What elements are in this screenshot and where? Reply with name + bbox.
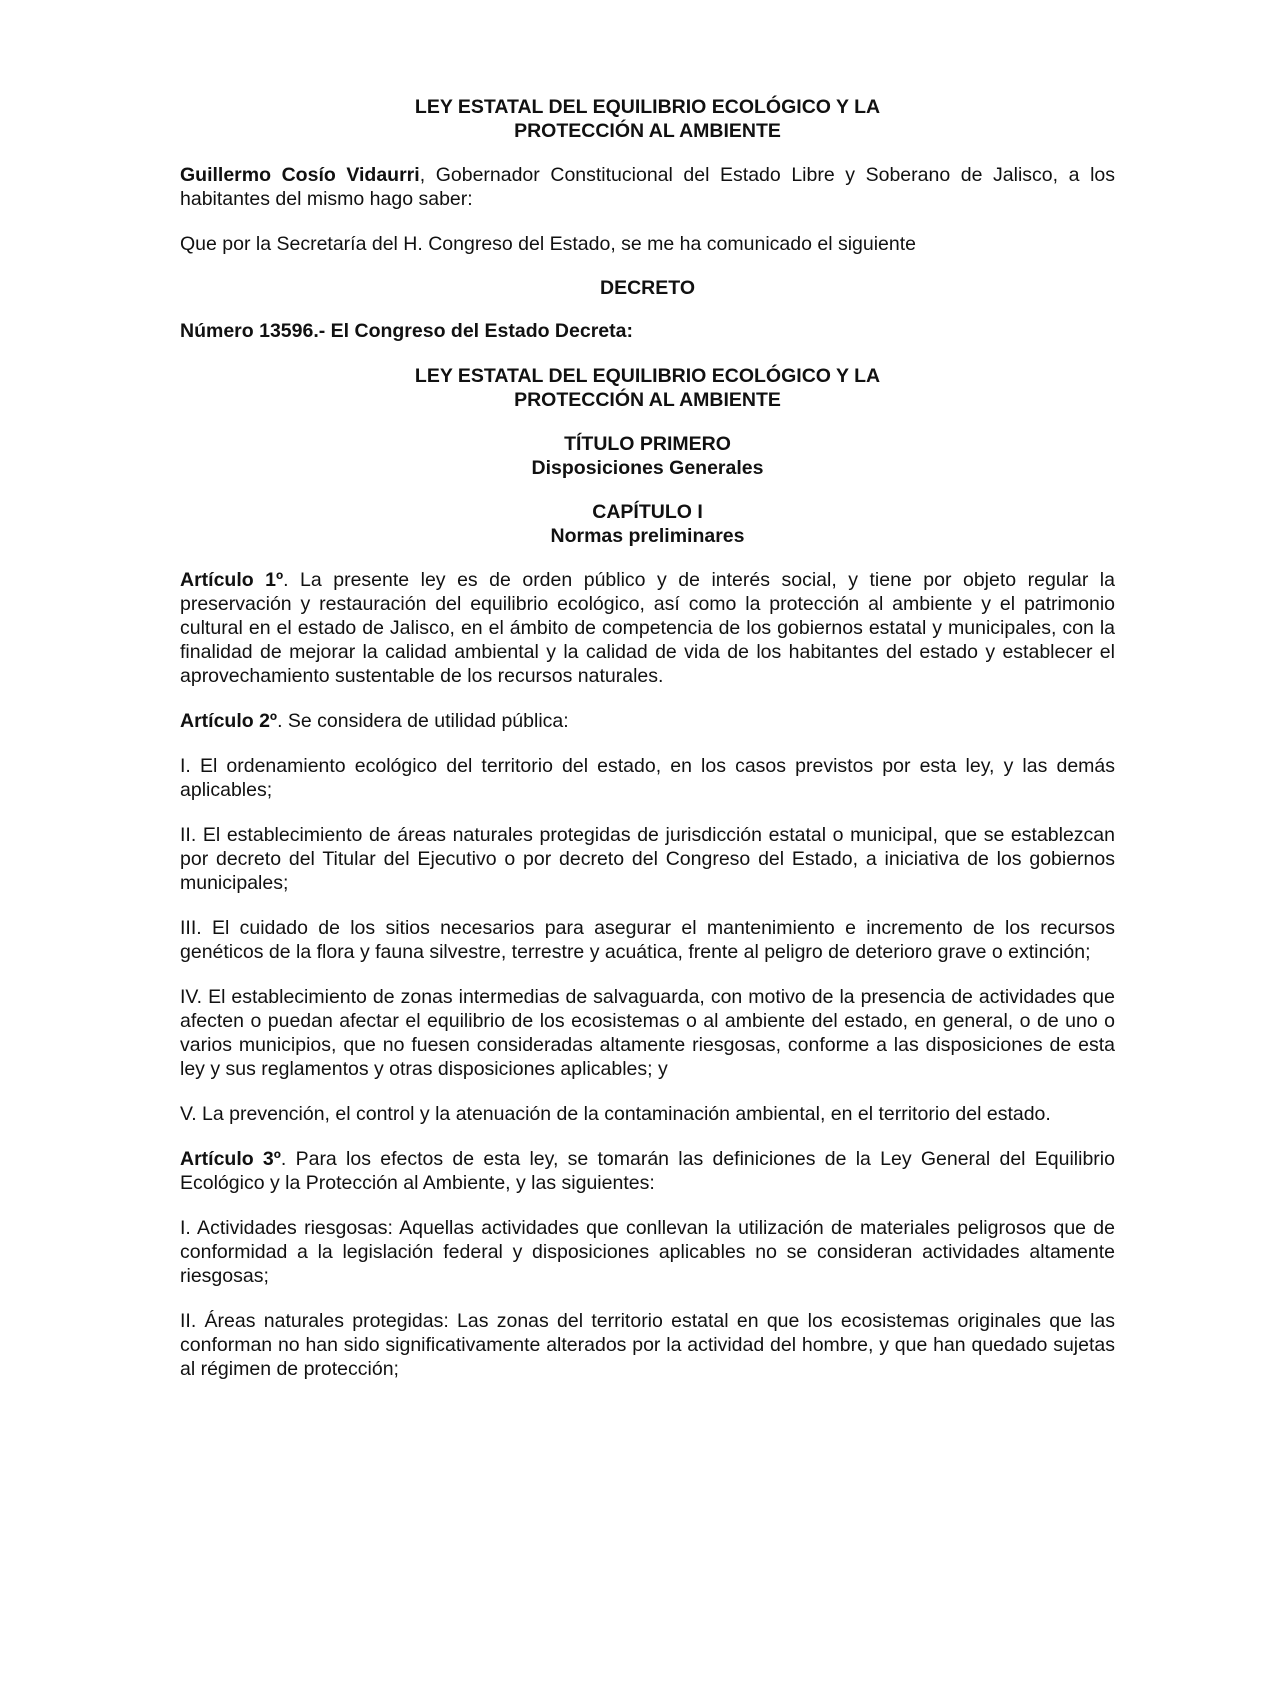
law-title-line-2: PROTECCIÓN AL AMBIENTE — [514, 389, 781, 411]
capitulo-subheading: Normas preliminares — [550, 525, 745, 547]
law-title-line-1: LEY ESTATAL DEL EQUILIBRIO ECOLÓGICO Y LA — [414, 365, 881, 387]
secretaria-paragraph: Que por la Secretaría del H. Congreso del Estado, se me ha comunicado el siguiente — [180, 233, 917, 255]
titulo-heading: TÍTULO PRIMERO — [564, 433, 731, 455]
capitulo-heading: CAPÍTULO I — [592, 501, 703, 523]
articulo-1-label: Artículo 1º — [180, 569, 284, 591]
articulo-2-item-4: IV. El establecimiento de zonas intermedias de salvaguarda, con motivo de la presencia de actividades que afecten o puedan afectar el equilibrio de los ecosistemas o al ambiente del estado, en general, o de uno o varios municipios, que no fuesen consideradas altamente riesgosas, conforme a las disposiciones de esta ley y sus reglamentos y otras disposiciones aplicables; y — [180, 986, 1115, 1080]
articulo-3-text: . Para los efectos de esta ley, se tomarán las definiciones de la Ley General del Equilibrio Ecológico y la Protección al Ambiente, y las siguientes: — [180, 1148, 1115, 1194]
decreto-heading: DECRETO — [600, 277, 695, 299]
document-page — [180, 95, 1115, 1381]
articulo-2-item-3: III. El cuidado de los sitios necesarios para asegurar el mantenimiento e incremento de los recursos genéticos de la flora y fauna silvestre, terrestre y acuática, frente al peligro de deterioro grave o extinción; — [180, 917, 1115, 963]
articulo-2-label: Artículo 2º — [180, 710, 278, 732]
titulo-subheading: Disposiciones Generales — [531, 457, 764, 479]
law-title — [180, 364, 1115, 412]
governor-paragraph — [180, 163, 1115, 211]
articulo-1-text: . La presente ley es de orden público y de interés social, y tiene por objeto regular la preservación y restauración del equilibrio ecológico, así como la protección al ambiente y el patrimonio cultural en el estado de Jalisco, en el ámbito de competencia de los gobiernos estatal y municipales, con la finalidad de mejorar la calidad ambiental y la calidad de vida de los habitantes del estado y establecer el aprovechamiento sustentable de los recursos naturales. — [180, 569, 1115, 687]
document-title — [180, 95, 1115, 143]
articulo-3-item-1: I. Actividades riesgosas: Aquellas actividades que conllevan la utilización de materiales peligrosos que de conformidad a la legislación federal y disposiciones aplicables no se consideran actividades altamente riesgosas; — [180, 1217, 1115, 1287]
articulo-3 — [180, 1147, 1115, 1195]
articulo-2-item-1: I. El ordenamiento ecológico del territorio del estado, en los casos previstos por esta ley, y las demás aplicables; — [180, 755, 1115, 801]
articulo-3-label: Artículo 3º — [180, 1148, 281, 1170]
capitulo-heading-block — [180, 500, 1115, 548]
governor-name: Guillermo Cosío Vidaurri — [180, 164, 420, 186]
articulo-1 — [180, 568, 1115, 688]
articulo-2-item-5: V. La prevención, el control y la atenuación de la contaminación ambiental, en el territorio del estado. — [180, 1103, 1051, 1125]
document-title-line-1: LEY ESTATAL DEL EQUILIBRIO ECOLÓGICO Y LA — [414, 96, 881, 118]
document-title-line-2: PROTECCIÓN AL AMBIENTE — [514, 120, 781, 142]
articulo-2 — [180, 709, 1115, 733]
articulo-3-item-2: II. Áreas naturales protegidas: Las zonas del territorio estatal en que los ecosistemas originales que las conforman no han sido significativamente alterados por la actividad del hombre, y que han quedado sujetas al régimen de protección; — [180, 1310, 1115, 1380]
decreto-number: Número 13596.- El Congreso del Estado Decreta: — [180, 320, 633, 342]
articulo-2-text: . Se considera de utilidad pública: — [277, 710, 569, 732]
articulo-2-item-2: II. El establecimiento de áreas naturales protegidas de jurisdicción estatal o municipal, que se establezcan por decreto del Titular del Ejecutivo o por decreto del Congreso del Estado, a iniciativa de los gobiernos municipales; — [180, 824, 1115, 894]
titulo-heading-block — [180, 432, 1115, 480]
governor-text: , Gobernador Constitucional del Estado Libre y Soberano de Jalisco, a los habitantes del mismo hago saber: — [180, 164, 1116, 210]
